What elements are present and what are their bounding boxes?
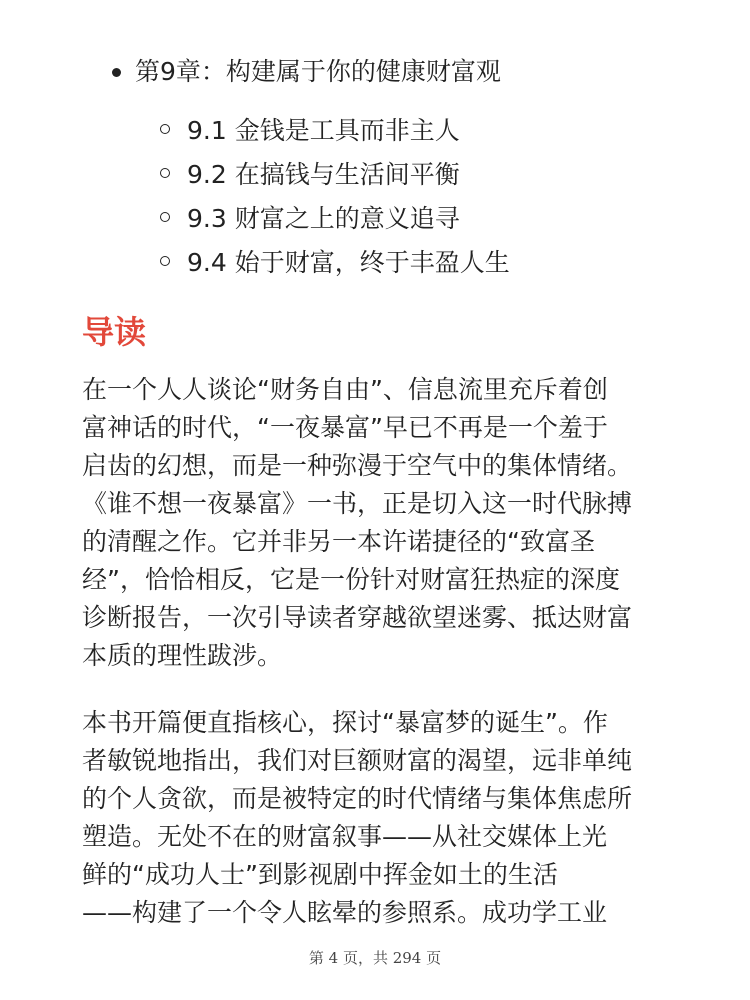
paragraph-line: 启齿的幻想，而是一种弥漫于空气中的集体情绪。 [82,451,633,480]
intro-paragraph-2 [82,704,672,932]
paragraph-line: 富神话的时代，“一夜暴富”早已不再是一个羞于 [82,413,608,442]
paragraph-line: 鲜的“成功人士”到影视剧中挥金如土的生活 [82,860,558,889]
intro-paragraph-1 [82,371,672,675]
paragraph-line: 的个人贪欲，而是被特定的时代情绪与集体焦虑所 [82,784,633,813]
paragraph-line: 《谁不想一夜暴富》一书，正是切入这一时代脉搏 [82,489,633,518]
paragraph-line: 在一个人人谈论“财务自由”、信息流里充斥着创 [82,375,608,404]
bullet-circle-icon [160,124,170,134]
intro-heading: 导读 [82,313,147,351]
paragraph-line: 经”，恰恰相反，它是一份针对财富狂热症的深度 [82,565,620,594]
paragraph-line: 塑造。无处不在的财富叙事——从社交媒体上光 [82,822,608,851]
section-title: 9.4 始于财富，终于丰盈人生 [187,248,510,277]
section-title: 9.3 财富之上的意义追寻 [187,204,460,233]
bullet-disc-icon [112,68,121,77]
paragraph-line: ——构建了一个令人眩晕的参照系。成功学工业 [82,898,608,927]
bullet-circle-icon [160,212,170,222]
bullet-circle-icon [160,168,170,178]
bullet-circle-icon [160,256,170,266]
outline-section-list [160,107,510,283]
chapter-title: 第9章：构建属于你的健康财富观 [135,57,501,86]
paragraph-line: 本书开篇便直指核心，探讨“暴富梦的诞生”。作 [82,708,608,737]
section-title: 9.2 在搞钱与生活间平衡 [187,160,460,189]
page-number: 第 4 页，共 294 页 [308,949,442,967]
section-title: 9.1 金钱是工具而非主人 [187,116,460,145]
paragraph-line: 者敏锐地指出，我们对巨额财富的渴望，远非单纯 [82,746,633,775]
outline-section-item [160,239,510,283]
outline-chapter-item [112,52,501,92]
outline-section-item [160,151,510,195]
paragraph-line: 本质的理性跋涉。 [82,641,283,670]
outline-section-item [160,195,510,239]
paragraph-line: 诊断报告，一次引导读者穿越欲望迷雾、抵达财富 [82,603,633,632]
outline-section-item [160,107,510,151]
paragraph-line: 的清醒之作。它并非另一本许诺捷径的“致富圣 [82,527,595,556]
